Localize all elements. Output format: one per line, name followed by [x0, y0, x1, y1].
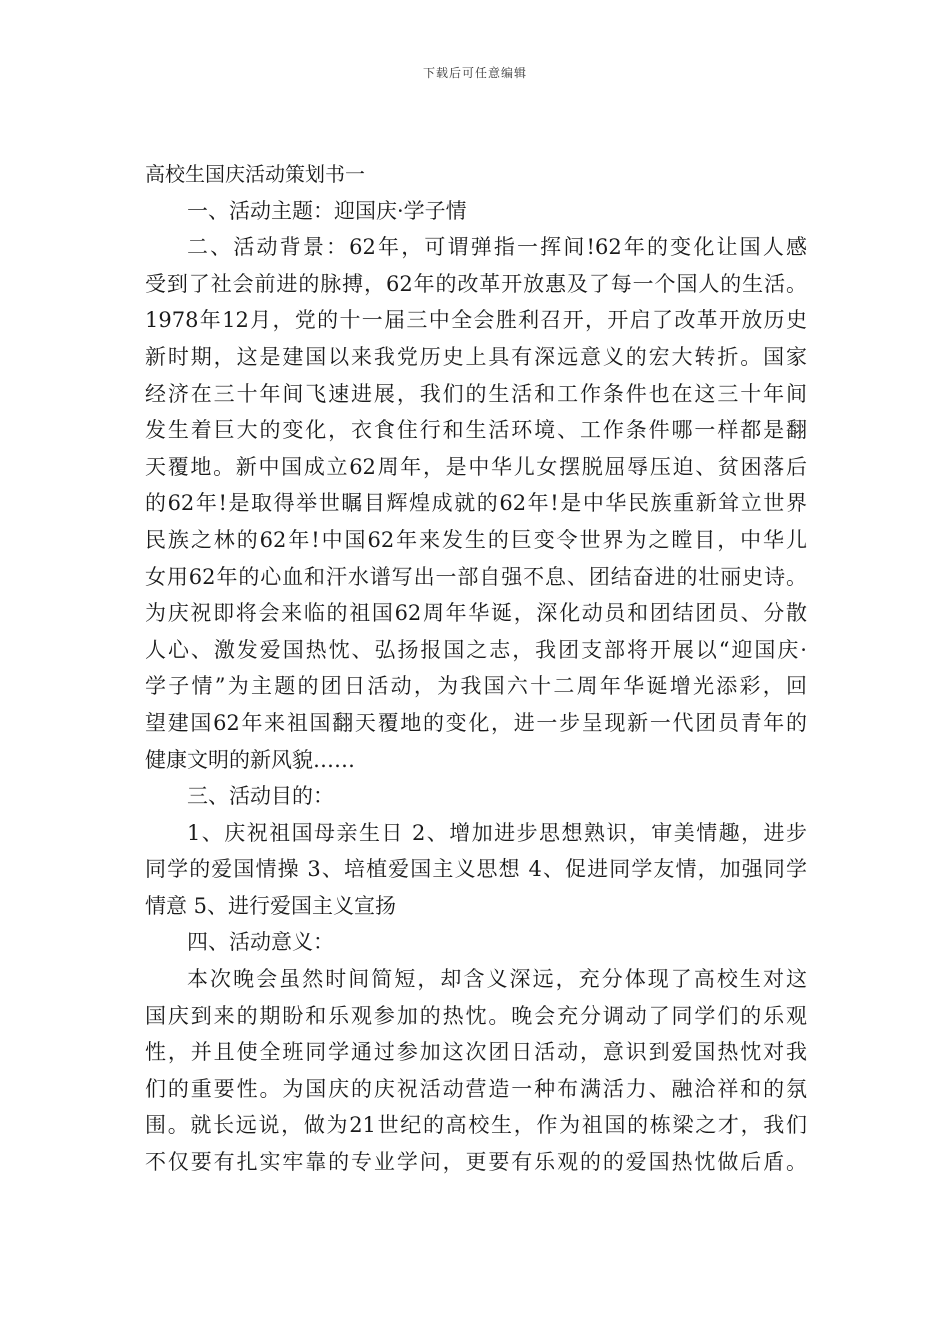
document-body	[145, 156, 807, 1181]
text-line: 经济在三十年间飞速进展，我们的生活和工作条件也在这三十年间	[145, 381, 807, 406]
text-line: 发生着巨大的变化，衣食住行和生活环境、工作条件哪一样都是翻	[145, 418, 807, 443]
text-line: 天覆地。新中国成立62周年，是中华儿女摆脱屈辱压迫、贫困落后	[145, 454, 807, 479]
text-line: 四、活动意义：	[187, 930, 334, 955]
text-line: 国庆到来的期盼和乐观参加的热忱。晚会充分调动了同学们的乐观	[145, 1003, 807, 1028]
text-line: 的62年!是取得举世瞩目辉煌成就的62年!是中华民族重新耸立世界	[145, 491, 807, 516]
text-line: 本次晚会虽然时间简短，却含义深远，充分体现了高校生对这	[187, 967, 807, 992]
text-line: 1、庆祝祖国母亲生日 2、增加进步思想熟识，审美情趣，进步	[187, 820, 807, 845]
text-line: 新时期，这是建国以来我党历史上具有深远意义的宏大转折。国家	[145, 344, 807, 369]
text-line: 们的重要性。为国庆的庆祝活动营造一种布满活力、融洽祥和的氛	[145, 1076, 807, 1101]
text-line: 女用62年的心血和汗水谱写出一部自强不息、团结奋进的壮丽史诗。	[145, 564, 807, 589]
text-line: 受到了社会前进的脉搏，62年的改革开放惠及了每一个国人的生活。	[145, 271, 807, 296]
text-line: 民族之林的62年!中国62年来发生的巨变令世界为之瞠目，中华儿	[145, 527, 807, 552]
text-line: 望建国62年来祖国翻天覆地的变化，进一步呈现新一代团员青年的	[145, 710, 807, 735]
document-paragraphs	[145, 193, 807, 1181]
text-line: 二、活动背景：62年，可谓弹指一挥间!62年的变化让国人感	[187, 235, 807, 260]
page-header-note: 下载后可任意编辑	[422, 66, 527, 80]
text-line: 一、活动主题：迎国庆·学子情	[187, 198, 467, 223]
text-line: 1978年12月，党的十一届三中全会胜利召开，开启了改革开放历史	[145, 308, 807, 333]
text-line: 围。就长远说，做为21世纪的高校生，作为祖国的栋梁之才，我们	[145, 1113, 807, 1138]
text-line: 学子情”为主题的团日活动，为我国六十二周年华诞增光添彩，回	[145, 674, 807, 699]
text-line: 人心、激发爱国热忱、弘扬报国之志，我团支部将开展以“迎国庆·	[145, 637, 807, 662]
text-line: 性，并且使全班同学通过参加这次团日活动，意识到爱国热忱对我	[145, 1040, 807, 1065]
text-line: 健康文明的新风貌……	[145, 747, 355, 772]
text-line: 不仅要有扎实牢靠的专业学问，更要有乐观的的爱国热忱做后盾。	[145, 1150, 807, 1175]
text-line: 同学的爱国情操 3、培植爱国主义思想 4、促进同学友情，加强同学	[145, 857, 807, 882]
text-line: 三、活动目的：	[187, 784, 334, 809]
text-line: 为庆祝即将会来临的祖国62周年华诞，深化动员和团结团员、分散	[145, 601, 807, 626]
text-line: 情意 5、进行爱国主义宣扬	[145, 893, 397, 918]
document-title: 高校生国庆活动策划书一	[145, 162, 365, 186]
